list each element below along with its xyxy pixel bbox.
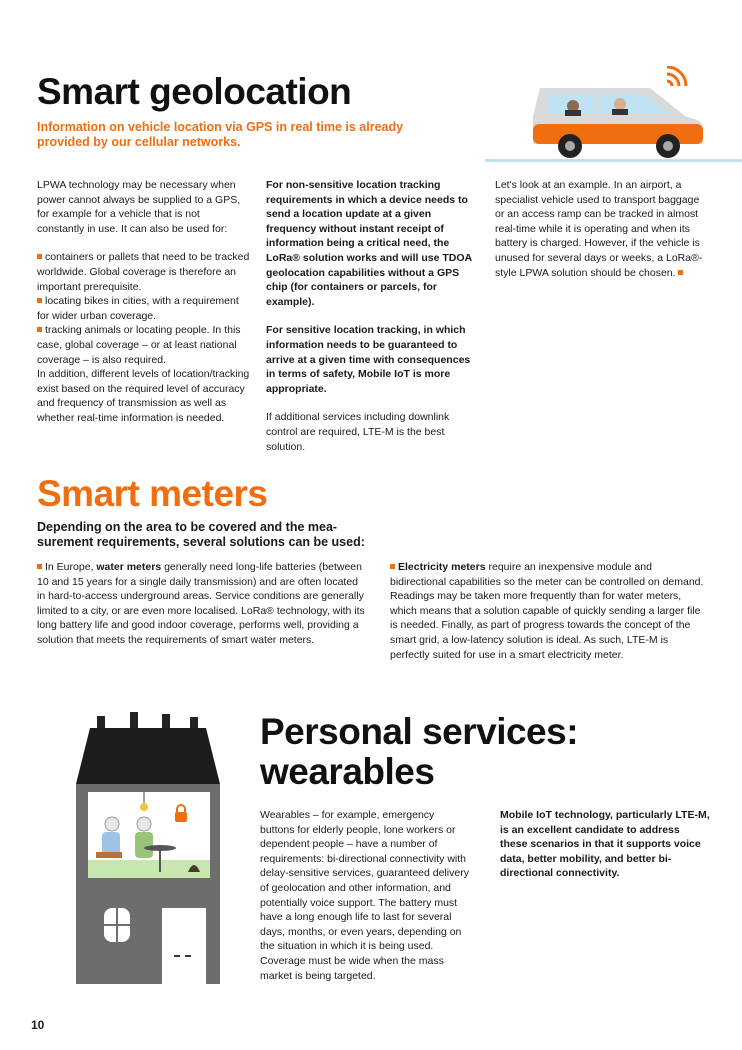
ground-line xyxy=(485,159,742,162)
car-illustration xyxy=(485,66,742,166)
lock-icon xyxy=(175,812,187,822)
meters-subtitle-line2: surement requirements, several solutions can be used: xyxy=(37,535,365,549)
water-meters-paragraph: In Europe, water meters generally need long-life batteries (between 10 and 15 years for a single daily transmission) and are often located in hard-to-access underground areas. Service conditions are generally limited to a city, or are even more localised. LoRa® technology, with its long battery life and good indoor coverage, performs well, providing a solution that meets the requirements of smart water meters. xyxy=(37,561,365,646)
meters-title: Smart meters xyxy=(37,473,268,514)
meters-right-column xyxy=(390,560,708,662)
geo-intro: LPWA technology may be necessary when power cannot always be supplied to a GPS, for example for a vehicle that is not constantly in use. It can also be used for: xyxy=(37,179,241,235)
driver-body xyxy=(612,109,628,115)
geo-bullet-2: locating bikes in cities, with a requirement for wider urban coverage. xyxy=(37,295,239,322)
chimney xyxy=(97,716,105,730)
geolocation-subtitle xyxy=(37,120,457,150)
geolocation-column-2 xyxy=(266,178,476,454)
chair xyxy=(96,852,122,858)
bullet-square-icon xyxy=(37,564,42,569)
house-door xyxy=(162,908,206,984)
car-hub-rear xyxy=(565,141,575,151)
bullet-square-icon xyxy=(37,327,42,332)
bullet-square-icon xyxy=(390,564,395,569)
bullet-square-icon xyxy=(37,298,42,303)
geo-col2-p2: For sensitive location tracking, in which information needs to be guaranteed to arrive at a given time with consequences in terms of safety, Mobile IoT is more appropriate. xyxy=(266,324,471,395)
electricity-meters-paragraph: Electricity meters require an inexpensive module and bidirectional capabilities so the meter can be controlled on demand. Readings may be taken more frequently than for water meters, which means that a solution capable of quickly sending a larger file is needed. Finally, as part of progress towards the concept of the smart grid, a low-latency solution is ideal. As such, LTE-M is perfectly suited for use in a smart electricity meter. xyxy=(390,561,704,661)
house-roof xyxy=(76,728,220,784)
geolocation-column-1 xyxy=(37,178,250,426)
lamp-bulb-icon xyxy=(140,803,148,811)
chimney xyxy=(130,712,138,730)
passenger-body xyxy=(565,110,581,116)
page-number: 10 xyxy=(31,1018,45,1032)
wearables-title-line1: Personal services: xyxy=(260,711,579,752)
bullet-square-icon xyxy=(37,254,42,259)
meters-left-column xyxy=(37,560,367,648)
geolocation-subtitle-line2: provided by our cellular networks. xyxy=(37,135,241,149)
signal-wave-icon xyxy=(667,81,672,86)
geo-bullet-1: containers or pallets that need to be tracked worldwide. Global coverage is therefore an important prerequisite. xyxy=(37,251,250,293)
wearables-paragraph: Wearables – for example, emergency buttons for elderly people, lone workers or dependent people – have a number of requirements: bi-directional connectivity with delay-sensitive services, guaranteed delivery of geolocation and other information, and potentially voice support. The battery must have a long enough life to last for several days, months, or even years, depending on the situation in which it is being used. Coverage must be wide when the mass market is being targeted. xyxy=(260,809,469,982)
mobile-iot-paragraph: Mobile IoT technology, particularly LTE-M, is an excellent candidate to address these scenarios in that it supports voice data, better mobility, and better bi-directional connectivity. xyxy=(500,809,710,880)
elderly-person-head xyxy=(137,817,151,831)
geo-bullet-3: tracking animals or locating people. In this case, global coverage – or at least national coverage – is also required. xyxy=(37,324,241,366)
geo-col3-p1: Let's look at an example. In an airport, a specialist vehicle used to transport baggage or an access ramp can be tracked in almost real-time while it is operating and when its battery is charged. However, if the vehicle is unused for several days or weeks, a LoRa®-style LPWA solution should be chosen. xyxy=(495,179,703,279)
geo-col2-p3: If additional services including downlink control are required, LTE-M is the best solution. xyxy=(266,411,450,453)
chimney xyxy=(162,714,170,730)
driver-head xyxy=(614,98,626,110)
car-hub-front xyxy=(663,141,673,151)
geolocation-title: Smart geolocation xyxy=(37,71,352,112)
meters-subtitle xyxy=(37,520,457,550)
wearables-title xyxy=(260,712,578,792)
wearables-right-column xyxy=(500,808,710,881)
elderly-person-head xyxy=(105,817,119,831)
geo-outro: In addition, different levels of location/tracking exist based on the required level of accuracy and frequency of transmission as well as whether real-time information is needed. xyxy=(37,368,250,424)
end-square-icon xyxy=(678,270,683,275)
wearables-title-line2: wearables xyxy=(260,751,435,792)
elderly-person-body xyxy=(135,832,153,858)
wearables-left-column xyxy=(260,808,470,983)
meters-subtitle-line1: Depending on the area to be covered and the mea- xyxy=(37,520,338,534)
house-illustration xyxy=(72,712,224,984)
geolocation-subtitle-line1: Information on vehicle location via GPS in real time is already xyxy=(37,120,404,134)
geolocation-column-3 xyxy=(495,178,710,280)
geo-col2-p1: For non-sensitive location tracking requirements in which a device needs to send a location update at a given frequency without instant receipt of information being a critical need, the LoRa® solution works and will use TDOA geolocation capabilities without a GPS chip (for containers or parcels, for example). xyxy=(266,179,472,308)
